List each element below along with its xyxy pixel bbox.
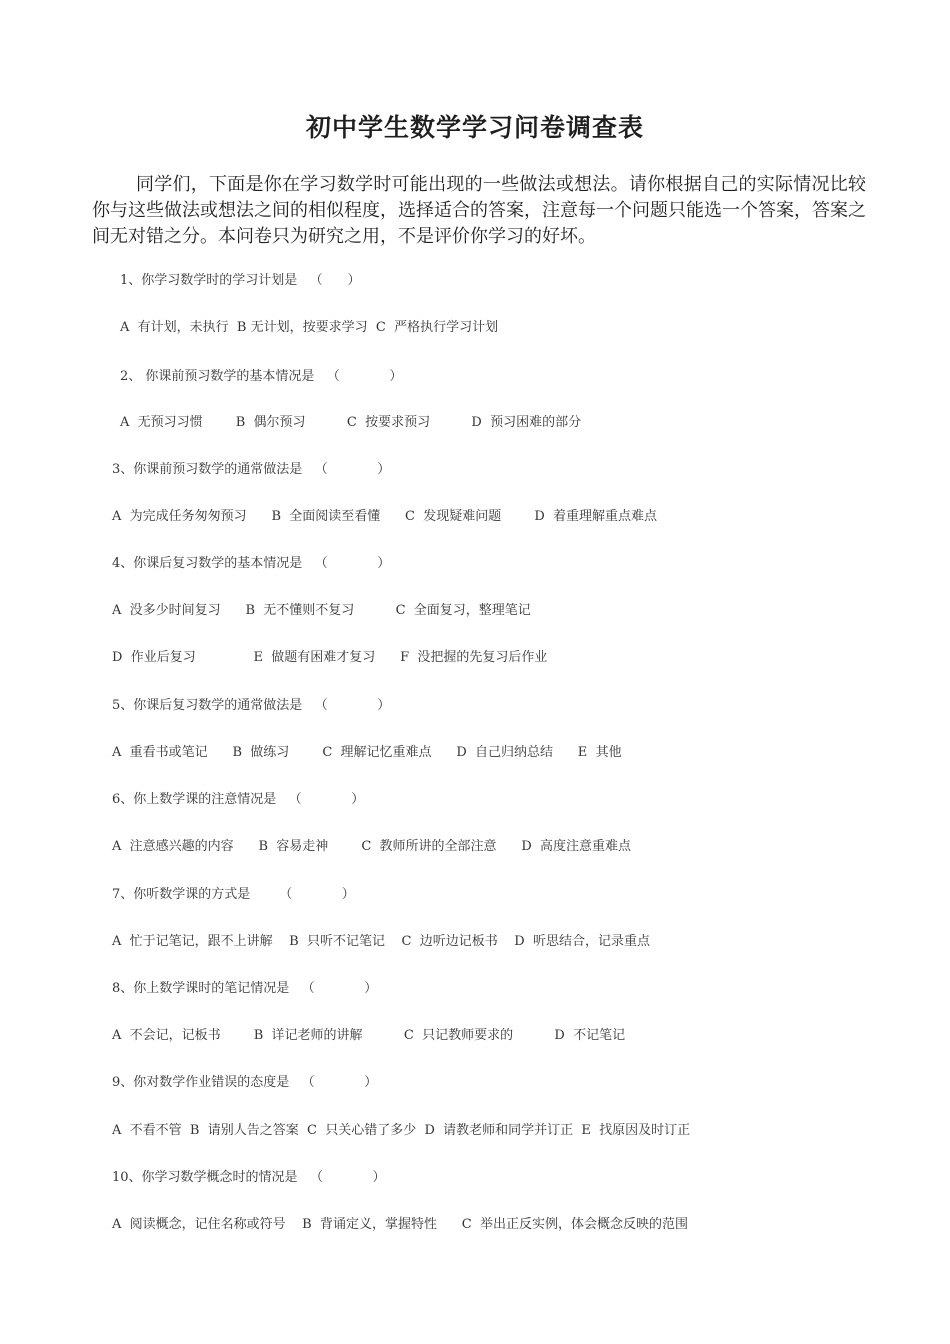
question-4-options: A 没多少时间复习 B 无不懂则不复习 C 全面复习，整理笔记 (112, 603, 531, 618)
document-title: 初中学生数学学习问卷调查表 (305, 113, 644, 142)
question-9: 9、你对数学作业错误的态度是 （ ） (112, 1075, 378, 1090)
question-6: 6、你上数学课的注意情况是 （ ） (112, 792, 365, 807)
question-2-options: A 无预习习惯 B 偶尔预习 C 按要求预习 D 预习困难的部分 (120, 415, 582, 430)
question-10-options: A 阅读概念，记住名称或符号 B 背诵定义，掌握特性 C 举出正反实例，体会概念反映的范围 (112, 1217, 689, 1232)
question-7-options: A 忙于记笔记，跟不上讲解 B 只听不记笔记 C 边听边记板书 D 听思结合，记录重点 (112, 934, 650, 949)
question-4: 4、你课后复习数学的基本情况是 （ ） (112, 556, 391, 571)
question-1-options: A 有计划，未执行 B 无计划，按要求学习 C 严格执行学习计划 (120, 320, 499, 335)
question-8-options: A 不会记，记板书 B 详记老师的讲解 C 只记教师要求的 D 不记笔记 (112, 1028, 626, 1043)
question-10: 10、你学习数学概念时的情况是 （ ） (112, 1170, 386, 1185)
question-8: 8、你上数学课时的笔记情况是 （ ） (112, 981, 378, 996)
document-intro: 同学们，下面是你在学习数学时可能出现的一些做法或想法。请你根据自己的实际情况比较你与这些做法或想法之间的相似程度，选择适合的答案，注意每一个问题只能选一个答案，答案之间无对错之分。本问卷只为研究之用，不是评价你学习的好坏。 (92, 174, 866, 247)
question-5: 5、你课后复习数学的通常做法是 （ ） (112, 698, 391, 713)
question-3-options: A 为完成任务匆匆预习 B 全面阅读至看懂 C 发现疑难问题 D 着重理解重点难点 (112, 509, 658, 524)
question-1: 1、你学习数学时的学习计划是 （ ） (120, 273, 361, 288)
question-2: 2、 你课前预习数学的基本情况是 （ ） (120, 369, 403, 384)
question-4-options-2: D 作业后复习 E 做题有困难才复习 F 没把握的先复习后作业 (112, 650, 548, 665)
question-6-options: A 注意感兴趣的内容 B 容易走神 C 教师所讲的全部注意 D 高度注意重难点 (112, 839, 632, 854)
question-7: 7、你听数学课的方式是 （ ） (112, 887, 355, 902)
question-9-options: A 不看不管 B 请别人告之答案 C 只关心错了多少 D 请教老师和同学并订正 E 找原因及时订正 (112, 1123, 691, 1138)
question-3: 3、你课前预习数学的通常做法是 （ ） (112, 462, 391, 477)
question-5-options: A 重看书或笔记 B 做练习 C 理解记忆重难点 D 自己归纳总结 E 其他 (112, 745, 622, 760)
